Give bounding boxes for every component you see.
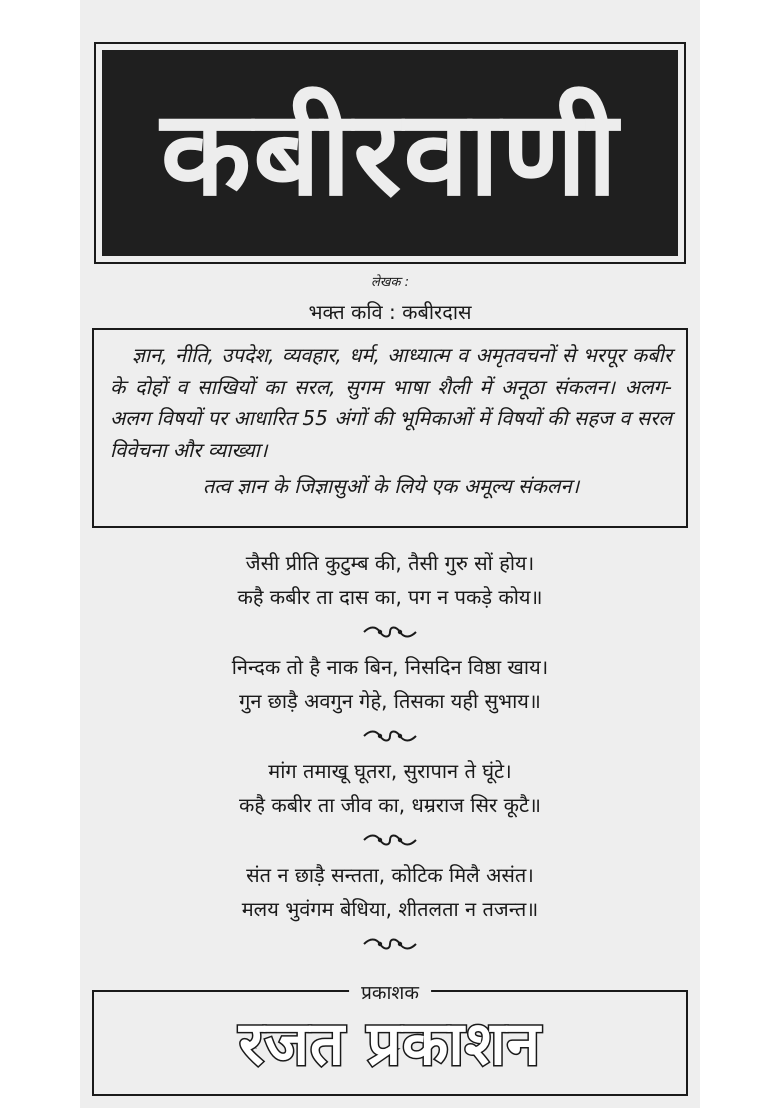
flourish-ornament-icon [80, 822, 700, 858]
couplet-line: निन्दक तो है नाक बिन, निसदिन विष्ठा खाय। [231, 655, 549, 679]
couplet [80, 546, 700, 614]
description-tagline: तत्व ज्ञान के जिज्ञासुओं के लिये एक अमूल्य संकलन। [202, 474, 580, 498]
author-label: लेखक : [371, 275, 409, 290]
title-banner [102, 50, 678, 256]
publisher-label: प्रकाशक [349, 979, 431, 1005]
couplet-line: गुन छाड़ै अवगुन गेहे, तिसका यही सुभाय॥ [239, 689, 541, 713]
couplet-list [80, 546, 700, 962]
book-cover [80, 0, 700, 1108]
flourish-ornament-icon [80, 926, 700, 962]
couplet-line: जैसी प्रीति कुटुम्ब की, तैसी गुरु सों होय। [245, 551, 535, 575]
flourish-ornament-icon [80, 718, 700, 754]
couplet-line: मलय भुवंगम बेधिया, शीतलता न तजन्त॥ [241, 897, 539, 921]
couplet-line: मांग तमाखू घूतरा, सुरापान ते घूंटे। [268, 759, 512, 783]
couplet [80, 650, 700, 718]
publisher-name: रजत प्रकाशन [238, 1009, 541, 1079]
description-text: ज्ञान, नीति, उपदेश, व्यवहार, धर्म, आध्यात्म व अमृतवचनों से भरपूर कबीर के दोहों व साखियों का सरल, सुगम भाषा शैली में अनूठा संकलन। अलग-अलग विषयों पर आधारित 55 अंगों की भूमिकाओं में विषयों की सहज व सरल विवेचना और व्याख्या। [110, 343, 672, 462]
flourish-ornament-icon [80, 614, 700, 650]
description-box [92, 328, 688, 528]
couplet-line: कहै कबीर ता जीव का, धम्रराज सिर कूटै॥ [239, 793, 541, 817]
title-frame [94, 42, 686, 264]
couplet-line: कहै कबीर ता दास का, पग न पकड़े कोय॥ [237, 585, 543, 609]
couplet [80, 858, 700, 926]
book-title: कबीरवाणी [160, 84, 620, 222]
author-name: भक्त कवि : कबीरदास [308, 300, 472, 324]
couplet-line: संत न छाड़ै सन्तता, कोटिक मिलै असंत। [246, 863, 534, 887]
publisher-box [92, 982, 688, 1096]
couplet [80, 754, 700, 822]
